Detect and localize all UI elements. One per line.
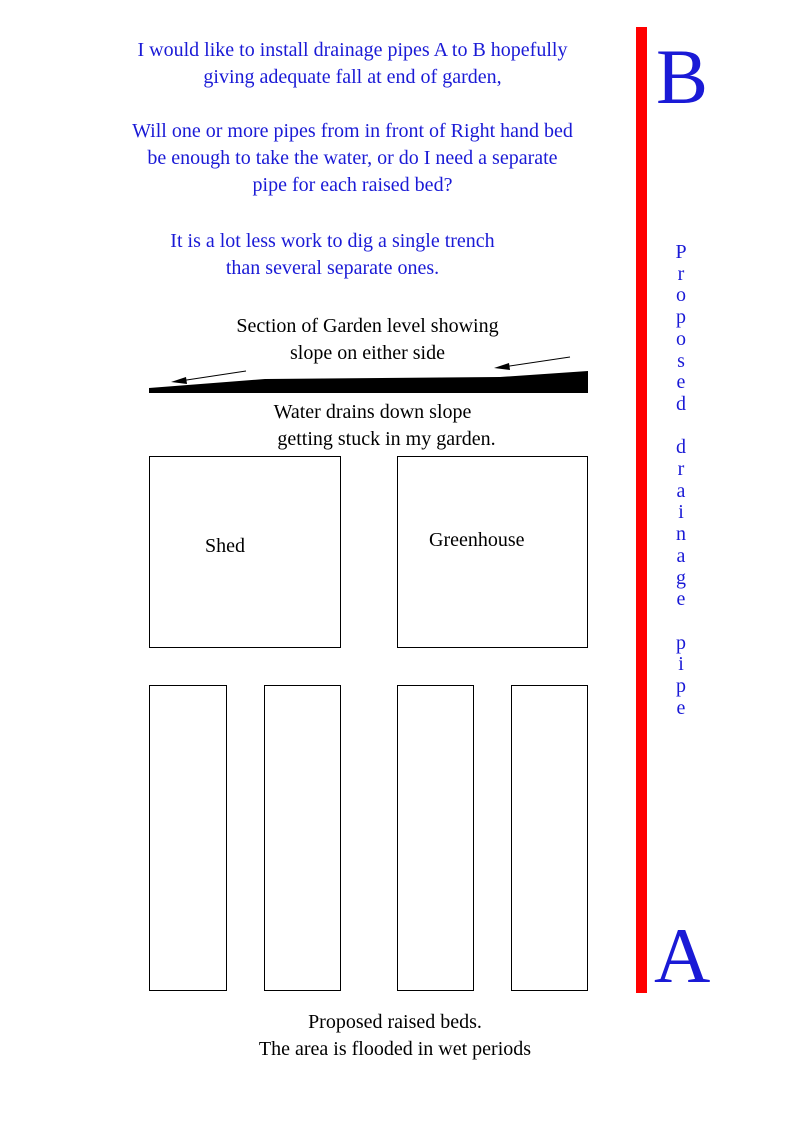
question-line: than several separate ones. — [225, 257, 440, 279]
question-line: It is a lot less work to dig a single trench — [170, 230, 495, 252]
pipe-label-letter: o — [676, 327, 686, 350]
drain-note — [200, 399, 545, 453]
pipe-label-letter: r — [677, 458, 685, 481]
greenhouse-label: Greenhouse — [429, 529, 525, 551]
pipe-label-letter: p — [676, 631, 686, 654]
pipe-label-letter: i — [678, 501, 684, 524]
pipe-label-letter — [668, 611, 694, 633]
pipe-label-letter: r — [677, 262, 685, 285]
pipe-label-letter: o — [676, 284, 686, 307]
pipe-label-letter: P — [675, 241, 687, 263]
beds-caption-line: The area is flooded in wet periods — [258, 1038, 532, 1060]
question-line: be enough to take the water, or do I need a separate — [147, 147, 558, 169]
question-line: pipe for each raised bed? — [252, 174, 453, 196]
question-line: Will one or more pipes from in front of Right hand bed — [132, 120, 573, 142]
pipe-label-letter: e — [676, 371, 686, 394]
section-caption-line: Section of Garden level showing — [236, 315, 499, 337]
pipe-label-letter: a — [676, 544, 686, 567]
right-slope-arrow — [494, 357, 570, 370]
drain-note-line: getting stuck in my garden. — [277, 428, 496, 450]
section-caption-line: slope on either side — [290, 342, 445, 364]
pipe-end-b: B — [656, 33, 709, 120]
pipe-label-letter: a — [676, 479, 686, 502]
greenhouse-box — [397, 456, 588, 648]
raised-bed — [511, 685, 588, 991]
pipe-label-letter: p — [676, 306, 686, 329]
pipe-label-letter: n — [676, 523, 686, 546]
raised-bed — [149, 685, 227, 991]
pipe-label-letter: p — [676, 675, 686, 698]
pipe-label-letter: d — [676, 436, 686, 459]
drainage-pipe-line — [636, 27, 647, 993]
question-line: I would like to install drainage pipes A to B hopefully — [137, 39, 568, 61]
pipe-label-letter: e — [676, 696, 686, 719]
pipe-label-letter — [668, 416, 694, 438]
pipe-end-a: A — [654, 912, 711, 999]
raised-bed — [264, 685, 341, 991]
pipe-label-letter: s — [677, 349, 685, 372]
raised-bed — [397, 685, 474, 991]
pipe-label-vertical — [668, 242, 694, 719]
pipe-label-letter: e — [676, 588, 686, 611]
beds-caption-line: Proposed raised beds. — [308, 1011, 482, 1033]
pipe-label-letter: i — [678, 653, 684, 676]
shed-label: Shed — [205, 535, 245, 557]
question-line: giving adequate fall at end of garden, — [203, 66, 502, 88]
ground-section-profile — [149, 371, 588, 393]
drain-note-line: Water drains down slope — [273, 401, 472, 423]
pipe-label-letter: g — [676, 566, 686, 589]
shed-box — [149, 456, 341, 648]
beds-caption — [200, 1009, 590, 1063]
pipe-label-letter: d — [676, 392, 686, 415]
